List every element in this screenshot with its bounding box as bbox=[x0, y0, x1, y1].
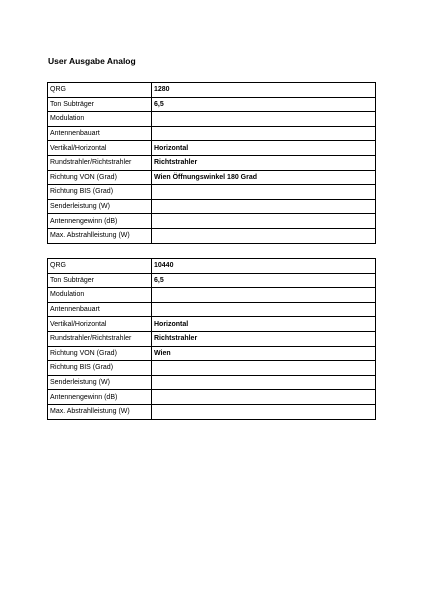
table-row bbox=[48, 199, 376, 214]
row-value: Wien bbox=[152, 346, 376, 361]
station-table-1 bbox=[47, 82, 376, 244]
table-row bbox=[48, 390, 376, 405]
table-row bbox=[48, 331, 376, 346]
table-row bbox=[48, 259, 376, 274]
row-value bbox=[152, 185, 376, 200]
row-value bbox=[152, 228, 376, 243]
row-label: Richtung VON (Grad) bbox=[48, 170, 152, 185]
row-label: Modulation bbox=[48, 288, 152, 303]
row-value: 6,5 bbox=[152, 273, 376, 288]
row-label: Vertikal/Horizontal bbox=[48, 141, 152, 156]
row-value: Horizontal bbox=[152, 141, 376, 156]
row-value bbox=[152, 361, 376, 376]
row-label: Max. Abstrahlleistung (W) bbox=[48, 228, 152, 243]
row-value bbox=[152, 199, 376, 214]
row-label: Antennengewinn (dB) bbox=[48, 214, 152, 229]
row-value: 10440 bbox=[152, 259, 376, 274]
table-row bbox=[48, 214, 376, 229]
table-row bbox=[48, 126, 376, 141]
row-value: Wien Öffnungswinkel 180 Grad bbox=[152, 170, 376, 185]
table-row bbox=[48, 112, 376, 127]
row-label: Ton Subträger bbox=[48, 97, 152, 112]
page-title: User Ausgabe Analog bbox=[48, 56, 136, 66]
table-row bbox=[48, 375, 376, 390]
row-label: Rundstrahler/Richtstrahler bbox=[48, 331, 152, 346]
row-value: 6,5 bbox=[152, 97, 376, 112]
row-label: Senderleistung (W) bbox=[48, 375, 152, 390]
row-label: Modulation bbox=[48, 112, 152, 127]
table-row bbox=[48, 155, 376, 170]
table-row bbox=[48, 273, 376, 288]
row-value bbox=[152, 390, 376, 405]
row-label: Richtung BIS (Grad) bbox=[48, 361, 152, 376]
row-label: Antennenbauart bbox=[48, 302, 152, 317]
row-label: Antennengewinn (dB) bbox=[48, 390, 152, 405]
row-value bbox=[152, 126, 376, 141]
row-label: Rundstrahler/Richtstrahler bbox=[48, 155, 152, 170]
row-value: 1280 bbox=[152, 83, 376, 98]
row-label: Richtung BIS (Grad) bbox=[48, 185, 152, 200]
table-row bbox=[48, 83, 376, 98]
row-label: Vertikal/Horizontal bbox=[48, 317, 152, 332]
row-value bbox=[152, 214, 376, 229]
table-row bbox=[48, 228, 376, 243]
row-value bbox=[152, 302, 376, 317]
row-value bbox=[152, 112, 376, 127]
row-value: Richtstrahler bbox=[152, 331, 376, 346]
table-row bbox=[48, 97, 376, 112]
table-row bbox=[48, 141, 376, 156]
row-value bbox=[152, 404, 376, 419]
row-value bbox=[152, 375, 376, 390]
table-row bbox=[48, 317, 376, 332]
table-row bbox=[48, 346, 376, 361]
table-row bbox=[48, 302, 376, 317]
row-label: Antennenbauart bbox=[48, 126, 152, 141]
table-row bbox=[48, 185, 376, 200]
table-row bbox=[48, 361, 376, 376]
table-row bbox=[48, 170, 376, 185]
row-value: Richtstrahler bbox=[152, 155, 376, 170]
table-row bbox=[48, 404, 376, 419]
row-label: Richtung VON (Grad) bbox=[48, 346, 152, 361]
row-label: Ton Subträger bbox=[48, 273, 152, 288]
station-table-2 bbox=[47, 258, 376, 420]
row-label: QRG bbox=[48, 259, 152, 274]
table-row bbox=[48, 288, 376, 303]
row-value: Horizontal bbox=[152, 317, 376, 332]
row-value bbox=[152, 288, 376, 303]
row-label: Senderleistung (W) bbox=[48, 199, 152, 214]
row-label: QRG bbox=[48, 83, 152, 98]
row-label: Max. Abstrahlleistung (W) bbox=[48, 404, 152, 419]
